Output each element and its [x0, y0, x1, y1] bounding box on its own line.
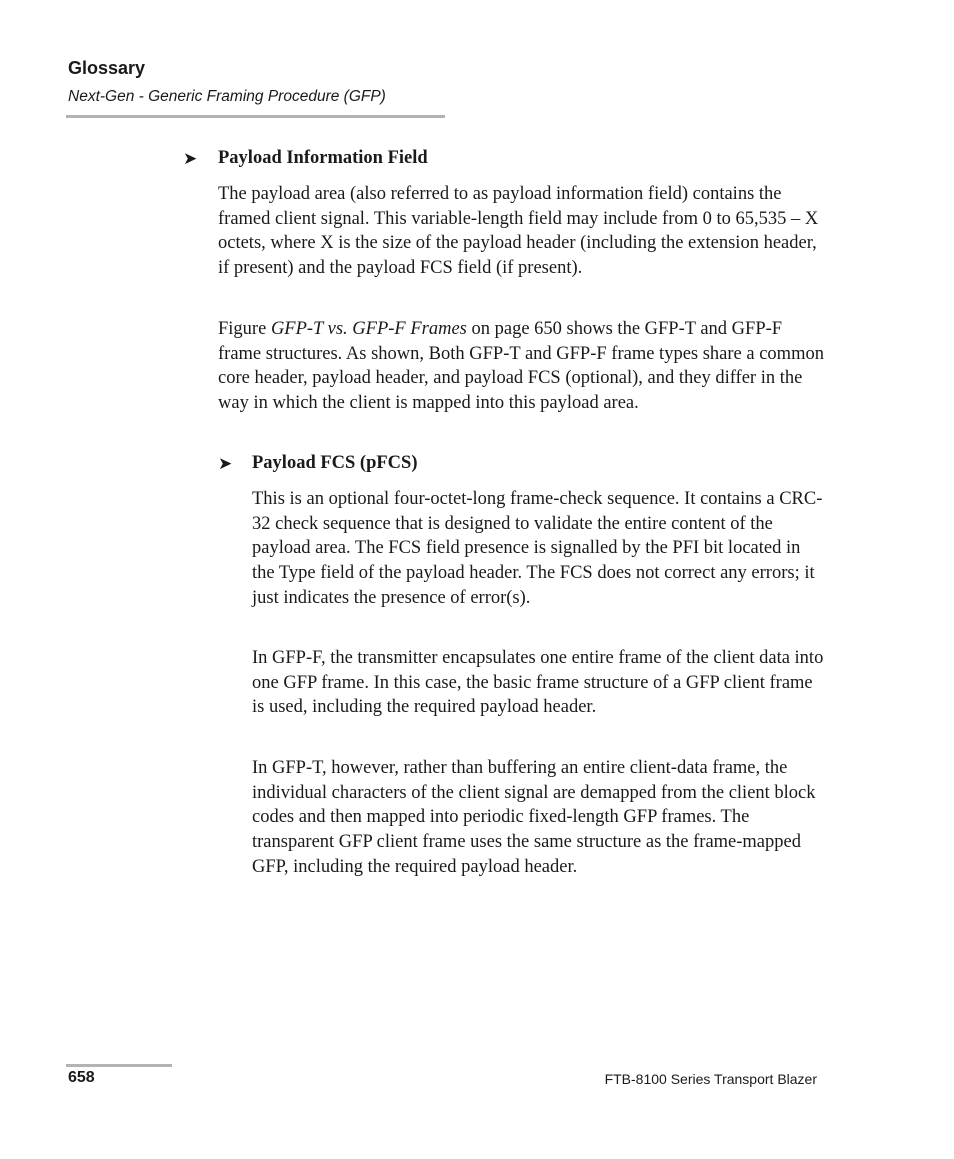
payload-information-heading: Payload Information Field	[218, 148, 428, 168]
footer-divider	[66, 1064, 172, 1067]
figure-reference-paragraph	[218, 317, 828, 416]
payload-fcs-paragraph: This is an optional four-octet-long frame-check sequence. It contains a CRC-32 check sequence that is designed to validate the entire content of the payload area. The FCS field presence is signalled by the PFI bit located in the Type field of the payload header. The FCS does not correct any errors; it just indicates the presence of error(s).	[252, 489, 823, 608]
section-title: Glossary	[68, 58, 146, 78]
payload-fcs-heading: Payload FCS (pFCS)	[252, 453, 418, 473]
bullet-arrow-icon: ➤	[218, 454, 233, 473]
figure-reference-link[interactable]: GFP-T vs. GFP-F Frames	[270, 319, 467, 339]
gfp-t-paragraph: In GFP-T, however, rather than buffering an entire client-data frame, the individual characters of the client signal are demapped from the client block codes and then mapped into periodic fixed-length GFP frames. The transparent GFP client frame uses the same structure as the frame-mapped GFP, including the required payload header.	[252, 758, 816, 877]
page-number: 658	[68, 1069, 95, 1086]
bullet-arrow-icon: ➤	[183, 149, 198, 168]
gfp-f-paragraph: In GFP-F, the transmitter encapsulates one entire frame of the client data into one GFP frame. In this case, the basic frame structure of a GFP client frame is used, including the required payload header.	[252, 648, 824, 718]
figure-prefix: Figure	[218, 319, 271, 339]
section-subtitle: Next-Gen - Generic Framing Procedure (GFP)	[68, 88, 386, 105]
header-divider	[66, 115, 445, 118]
figure-suffix: on page 650 shows the GFP-T and GFP-F frame structures. As shown, Both GFP-T and GFP-F frame types share a common core header, payload header, and payload FCS (optional), and they differ in the way in which the client is mapped into this payload area.	[218, 319, 824, 414]
payload-information-paragraph: The payload area (also referred to as payload information field) contains the framed client signal. This variable-length field may include from 0 to 65,535 – X octets, where X is the size of the payload header (including the extension header, if present) and the payload FCS field (if present).	[218, 184, 819, 279]
document-title: FTB-8100 Series Transport Blazer	[604, 1071, 817, 1087]
